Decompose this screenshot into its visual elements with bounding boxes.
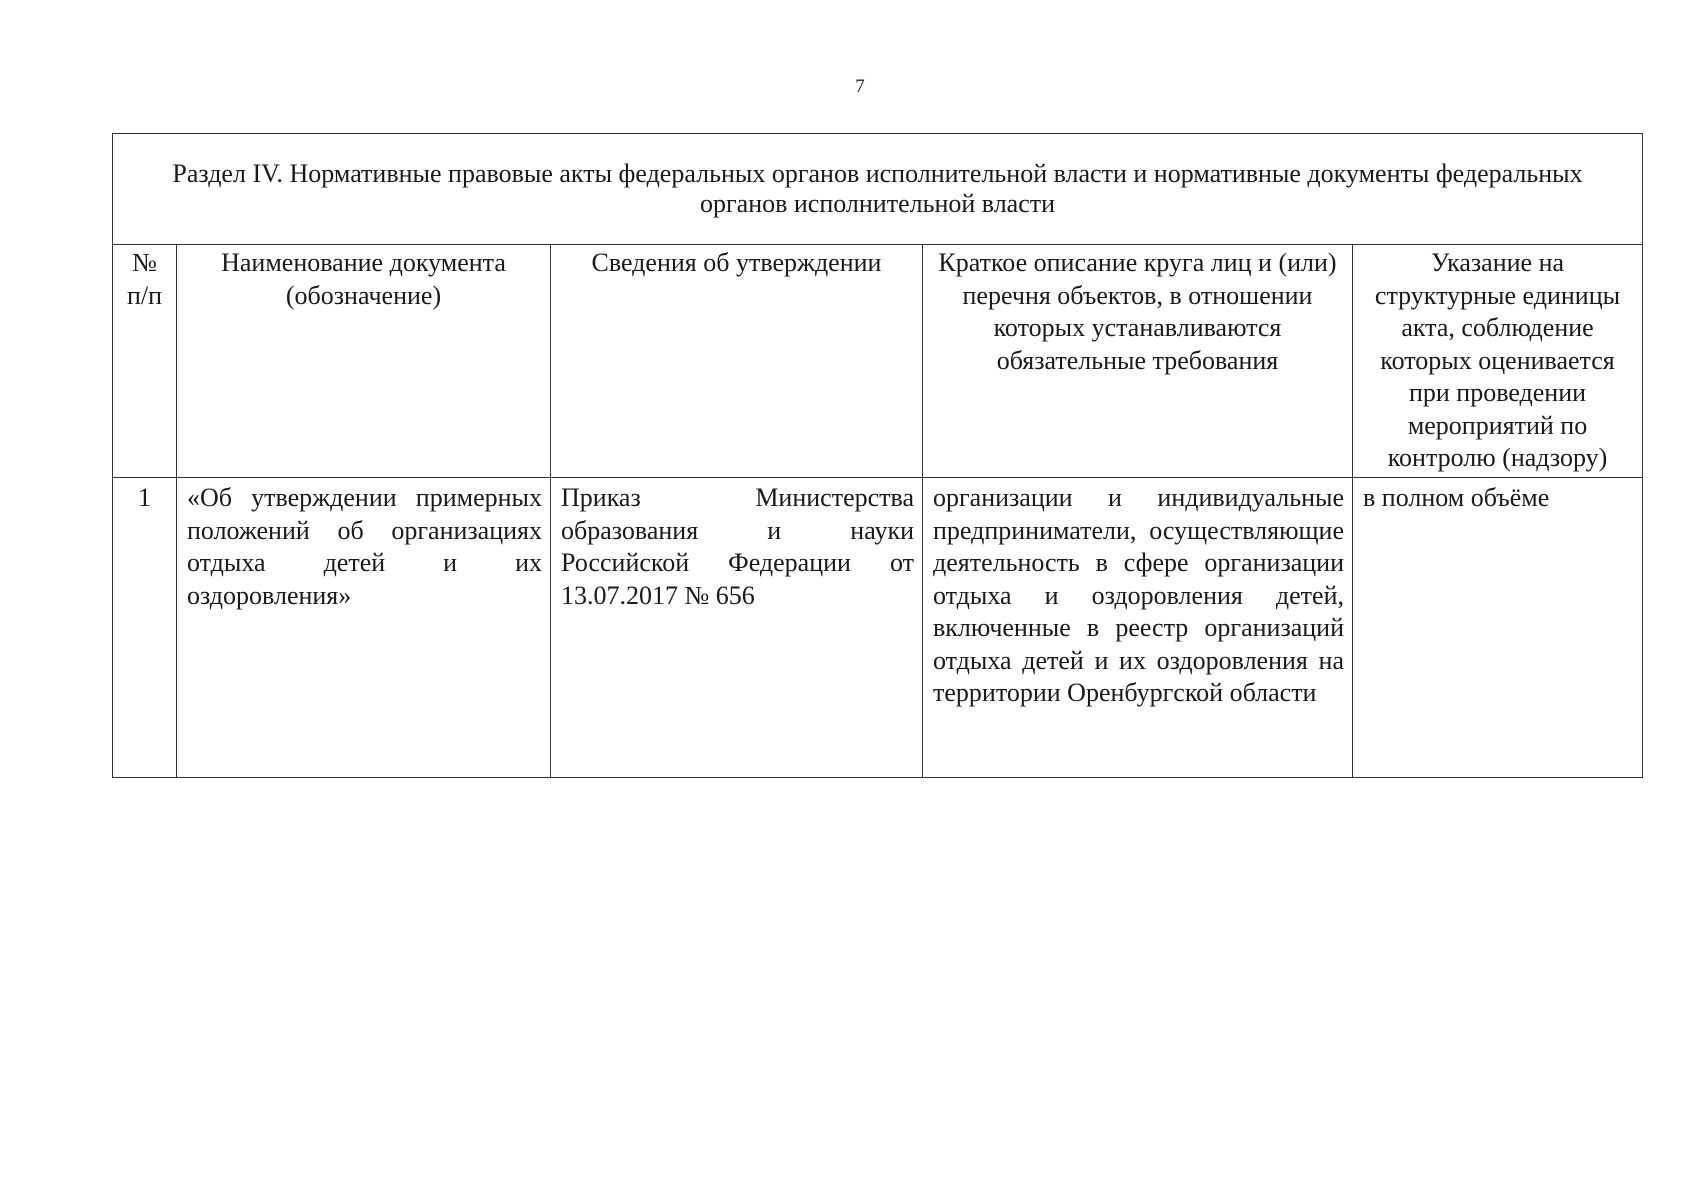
header-approval-info: Сведения об утверждении [551,245,923,478]
header-num: № п/п [113,245,177,478]
header-document-name: Наименование документа (обозначение) [177,245,551,478]
header-description: Краткое описание круга лиц и (или) перечня объектов, в отношении которых устанавливаются обязательные требования [923,245,1353,478]
table-row [113,478,1643,778]
section-title: Раздел IV. Нормативные правовые акты федеральных органов исполнительной власти и нормативные документы федеральных органов исполнительной власти [172,159,1583,218]
page-number: 7 [855,76,865,97]
row-num: 1 [113,478,177,778]
section-title-cell [113,134,1643,245]
section-title-row [113,134,1643,245]
row-document-name: «Об утверждении примерных положений об организациях отдыха детей и их оздоровления» [177,478,551,778]
table-header-row [113,245,1643,478]
row-approval-info: Приказ Министерства образования и науки Российской Федерации от 13.07.2017 № 656 [551,478,923,778]
row-description: организации и индивидуальные предприниматели, осуществляющие деятельность в сфере организации отдыха и оздоровления детей, включенные в реестр организаций отдыха детей и их оздоровления на территории Оренбургской области [923,478,1353,778]
header-structural-units: Указание на структурные единицы акта, соблюдение которых оценивается при проведении мероприятий по контролю (надзору) [1353,245,1643,478]
regulatory-acts-table [112,133,1643,778]
row-structural-units: в полном объёме [1353,478,1643,778]
